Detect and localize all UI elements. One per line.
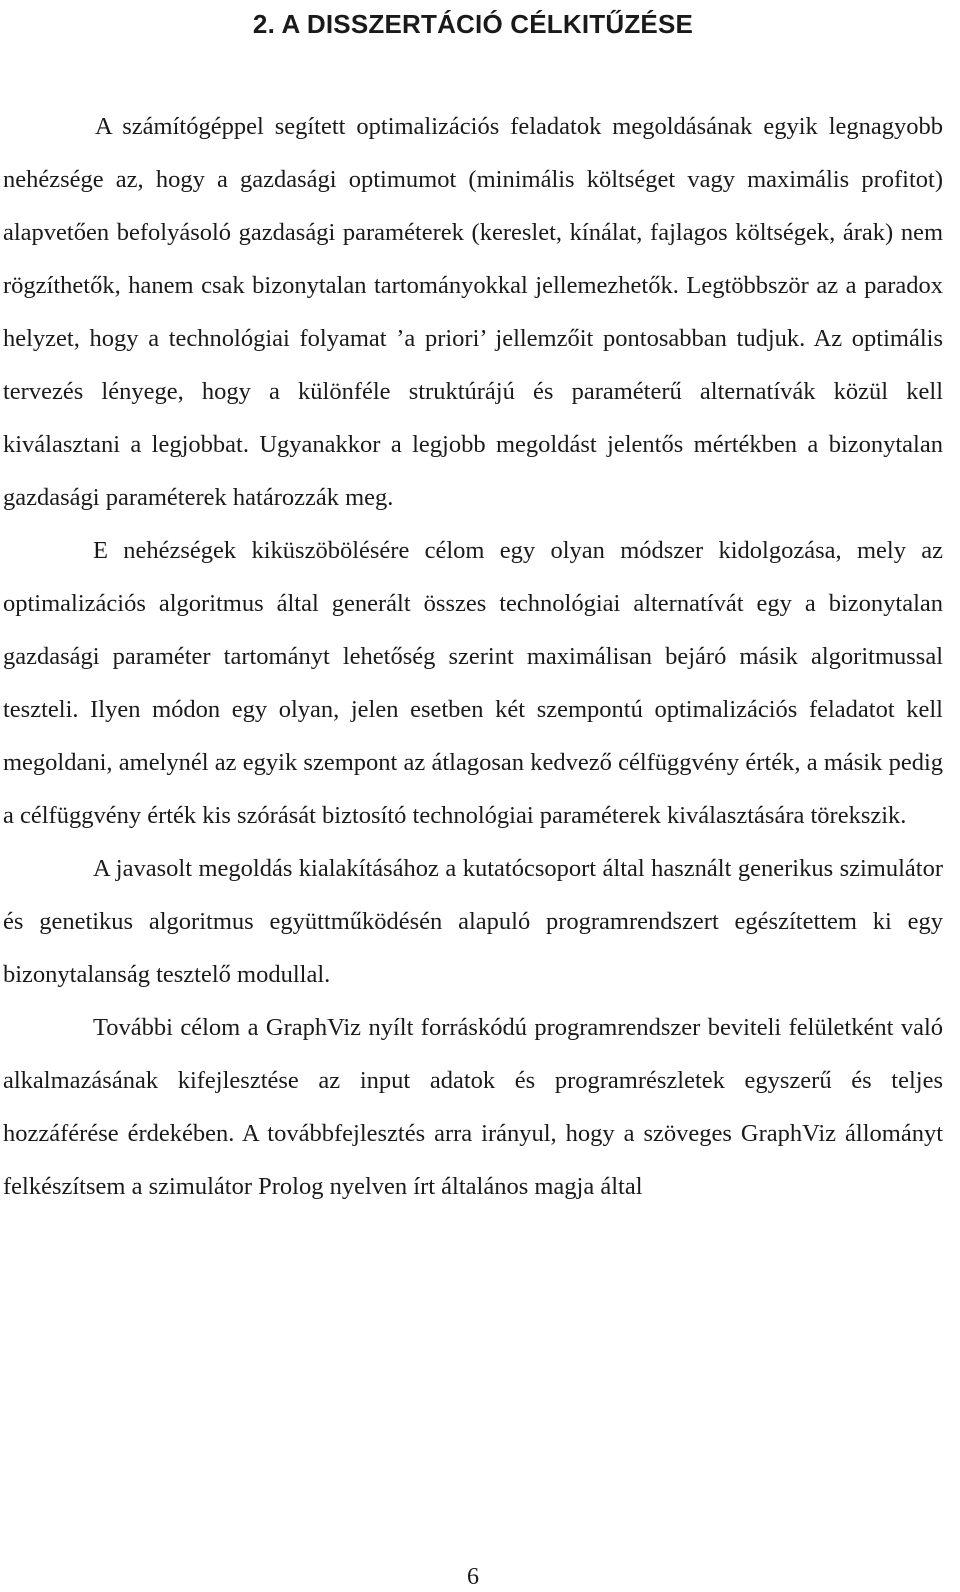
page-number: 6 — [467, 1564, 479, 1590]
body-text — [3, 100, 943, 1213]
paragraph-4: További célom a GraphViz nyílt forráskódú programrendszer beviteli felületként való alkalmazásának kifejlesztése az input adatok és programrészletek egyszerű és teljes hozzáférése érdekében. A továbbfejlesztés arra irányul, hogy a szöveges GraphViz állományt felkészítsem a szimulátor Prolog nyelven írt általános magja által — [3, 1014, 943, 1200]
paragraph-1: A számítógéppel segített optimalizációs feladatok megoldásának egyik legnagyobb nehézsége az, hogy a gazdasági optimumot (minimális költséget vagy maximális profitot) alapvetően befolyásoló gazdasági paraméterek (kereslet, kínálat, fajlagos költségek, árak) nem rögzíthetők, hanem csak bizonytalan tartományokkal jellemezhetők. Legtöbbször az a paradox helyzet, hogy a technológiai folyamat ’a priori’ jellemzőit pontosabban tudjuk. Az optimális tervezés lényege, hogy a különféle struktúrájú és paraméterű alternatívák közül kell kiválasztani a legjobbat. Ugyanakkor a legjobb megoldást jelentős mértékben a bizonytalan gazdasági paraméterek határozzák meg. — [3, 113, 943, 511]
chapter-heading: 2. A DISSZERTÁCIÓ CÉLKITŰZÉSE — [252, 9, 694, 39]
paragraph-2: E nehézségek kiküszöbölésére célom egy olyan módszer kidolgozása, mely az optimalizációs algoritmus által generált összes technológiai alternatívát egy a bizonytalan gazdasági paraméter tartományt lehetőség szerint maximálisan bejáró másik algoritmussal teszteli. Ilyen módon egy olyan, jelen esetben két szempontú optimalizációs feladatot kell megoldani, amelynél az egyik szempont az átlagosan kedvező célfüggvény érték, a másik pedig a célfüggvény érték kis szórását biztosító technológiai paraméterek kiválasztására törekszik. — [3, 537, 943, 829]
document-page — [3, 0, 943, 1200]
paragraph-3: A javasolt megoldás kialakításához a kutatócsoport által használt generikus szimulátor és genetikus algoritmus együttműködésén alapuló programrendszert egészítettem ki egy bizonytalanság tesztelő modullal. — [3, 855, 943, 988]
